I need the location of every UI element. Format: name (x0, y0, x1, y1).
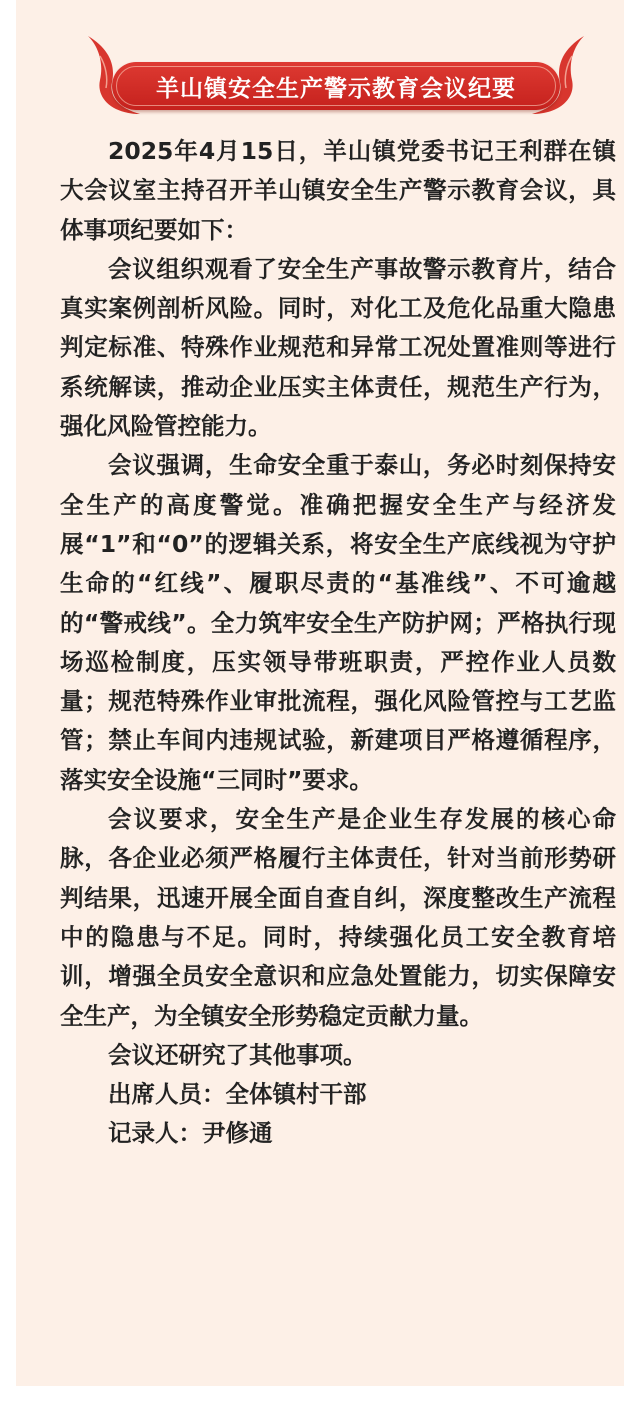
paragraph-other-matters: 会议还研究了其他事项。 (108, 1040, 367, 1069)
title-banner (82, 34, 590, 118)
page-title: 羊山镇安全生产警示教育会议纪要 (156, 75, 516, 102)
article-body (60, 132, 616, 1154)
recorder-line: 记录人：尹修通 (108, 1119, 273, 1148)
paragraph-requirements: 会议要求，安全生产是企业生存发展的核心命脉，各企业必须严格履行主体责任，针对当前形势研判结果，迅速开展全面自查自纠，深度整改生产流程中的隐患与不足。同时，持续强化员工安全教育培训，增强全员安全意识和应急处置能力，切实保障安全生产，为全镇安全形势稳定贡献力量。 (60, 805, 616, 1030)
document-panel (16, 0, 624, 1386)
title-pill (112, 62, 560, 110)
attendees-line: 出席人员：全体镇村干部 (108, 1080, 367, 1109)
paragraph-emphasis: 会议强调，生命安全重于泰山，务必时刻保持安全生产的高度警觉。准确把握安全生产与经济发展“1”和“0”的逻辑关系，将安全生产底线视为守护生命的“红线”、履职尽责的“基准线”、不可逾越的“警戒线”。全力筑牢安全生产防护网；严格执行现场巡检制度，压实领导带班职责，严控作业人员数量；规范特殊作业审批流程，强化风险管控与工艺监管；禁止车间内违规试验，新建项目严格遵循程序，落实安全设施“三同时”要求。 (60, 451, 616, 794)
paragraph-content: 会议组织观看了安全生产事故警示教育片，结合真实案例剖析风险。同时，对化工及危化品重大隐患判定标准、特殊作业规范和异常工况处置准则等进行系统解读，推动企业压实主体责任，规范生产行为，强化风险管控能力。 (60, 254, 616, 441)
paragraph-intro: 2025年4月15日，羊山镇党委书记王利群在镇大会议室主持召开羊山镇安全生产警示教育会议，具体事项纪要如下： (60, 137, 616, 244)
